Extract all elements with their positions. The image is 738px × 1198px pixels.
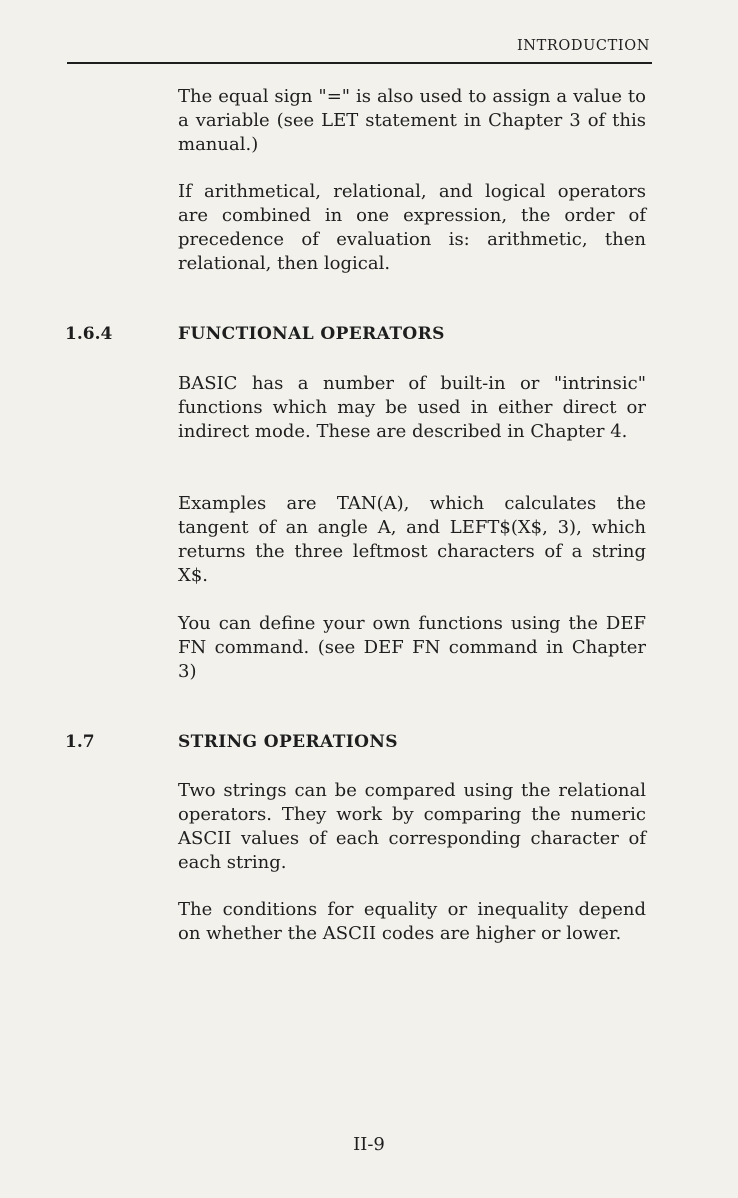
- paragraph-intrinsic-functions: BASIC has a number of built-in or "intrinsic" functions which may be used in either direct or indirect mode. These are described in Chapter 4.: [178, 373, 646, 442]
- running-head: INTRODUCTION: [516, 38, 650, 54]
- section-title-string: STRING OPERATIONS: [178, 732, 398, 752]
- paragraph-string-compare: Two strings can be compared using the relational operators. They work by comparing the numeric ASCII values of each corresponding character of each string.: [178, 780, 646, 873]
- paragraph-function-examples: Examples are TAN(A), which calculates the tangent of an angle A, and LEFT$(X$, 3), which returns the three leftmost characters of a string X$.: [178, 493, 646, 586]
- paragraph-equal-sign: The equal sign "=" is also used to assign a value to a variable (see LET statement in Chapter 3 of this manual.): [178, 86, 646, 155]
- paragraph-string-equality: The conditions for equality or inequality depend on whether the ASCII codes are higher or lower.: [178, 899, 646, 944]
- paragraph-operator-precedence: If arithmetical, relational, and logical operators are combined in one expression, the order of precedence of evaluation is: arithmetic, then relational, then logical.: [178, 181, 646, 274]
- section-number-functional: 1.6.4: [65, 324, 113, 344]
- page-number: II-9: [353, 1134, 385, 1155]
- header-rule: [67, 62, 652, 64]
- section-number-string: 1.7: [65, 732, 95, 752]
- paragraph-def-fn: You can define your own functions using the DEF FN command. (see DEF FN command in Chapter 3): [178, 613, 646, 682]
- section-title-functional: FUNCTIONAL OPERATORS: [178, 324, 445, 344]
